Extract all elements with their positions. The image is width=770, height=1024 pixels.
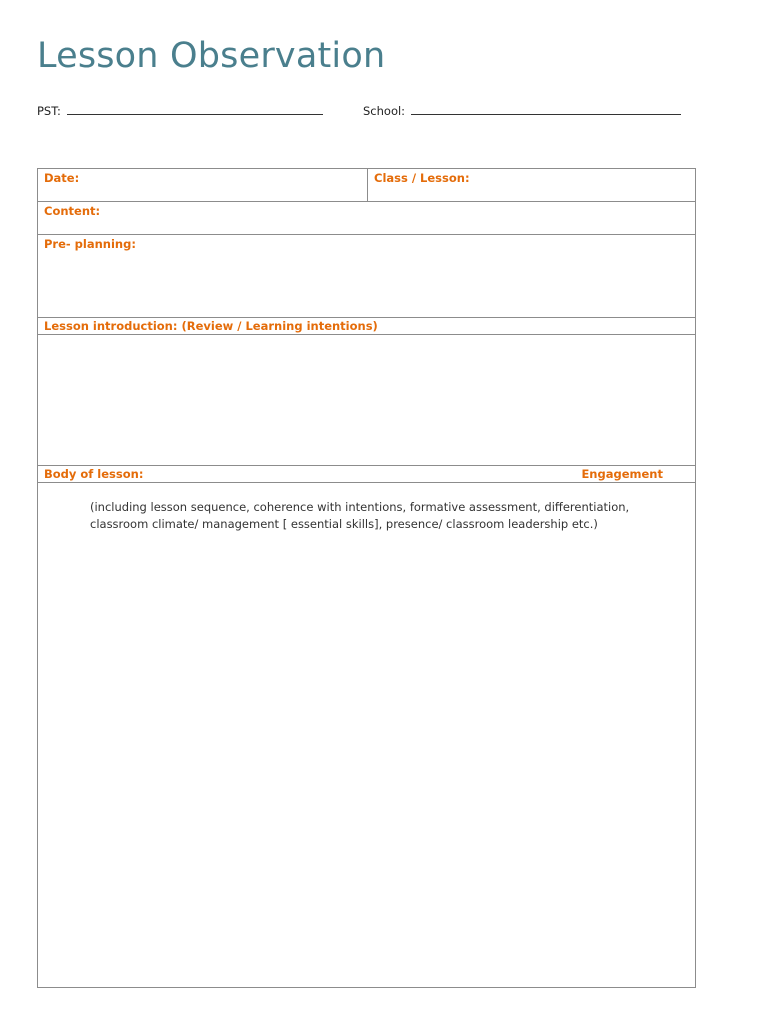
page-title: Lesson Observation	[37, 36, 386, 76]
school-label: School:	[363, 104, 406, 118]
preplanning-row[interactable]	[38, 235, 695, 318]
body-guidance-text	[90, 499, 650, 532]
school-field	[363, 104, 681, 118]
date-label: Date:	[44, 171, 80, 185]
observation-form-table	[37, 168, 696, 988]
date-class-row	[38, 169, 695, 202]
body-header-row	[38, 466, 695, 483]
introduction-body-row[interactable]	[38, 335, 695, 466]
pst-label: PST:	[37, 104, 61, 118]
introduction-header-row	[38, 318, 695, 335]
school-input-line[interactable]	[411, 104, 681, 115]
content-row[interactable]	[38, 202, 695, 235]
preplanning-label: Pre- planning:	[44, 237, 136, 251]
introduction-label: Lesson introduction: (Review / Learning intentions)	[44, 319, 378, 333]
date-class-divider	[367, 169, 368, 201]
guidance-line-2: classroom climate/ management [ essential skills], presence/ classroom leadership etc.)	[90, 516, 598, 531]
content-label: Content:	[44, 204, 101, 218]
pst-field	[37, 104, 323, 118]
guidance-line-1: (including lesson sequence, coherence with intentions, formative assessment, differentiation,	[90, 500, 630, 514]
body-content-row[interactable]	[38, 483, 695, 987]
engagement-label: Engagement	[581, 467, 663, 481]
body-of-lesson-label: Body of lesson:	[44, 467, 144, 481]
class-lesson-label: Class / Lesson:	[374, 171, 470, 185]
pst-input-line[interactable]	[67, 104, 323, 115]
